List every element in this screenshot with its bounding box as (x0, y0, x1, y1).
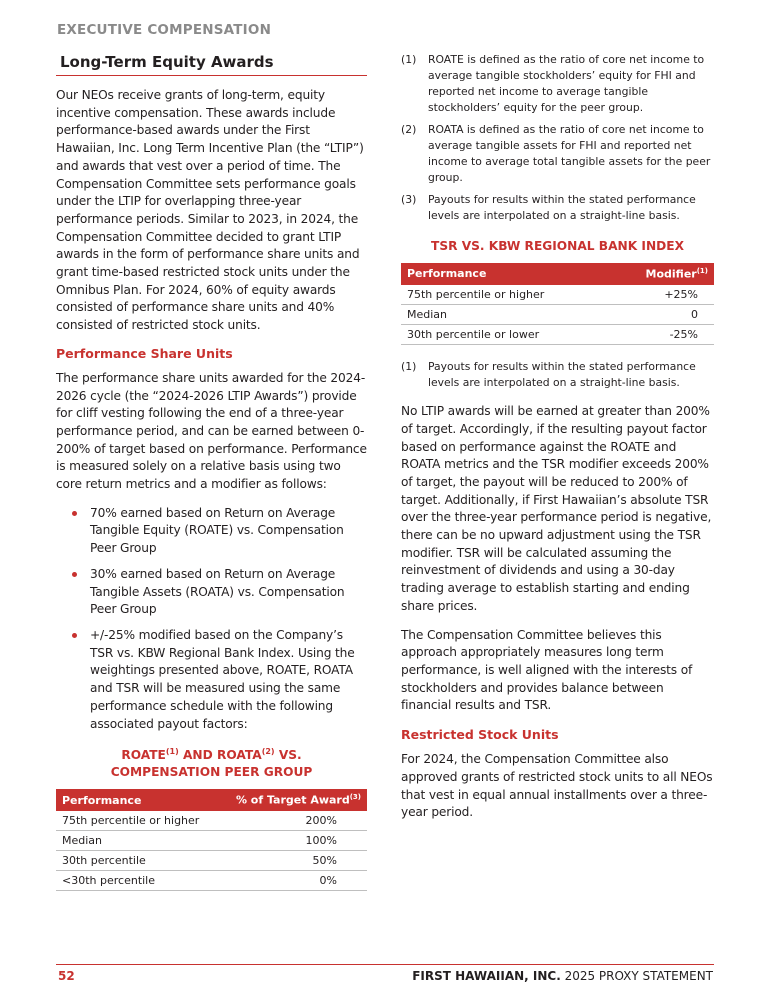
column-header-target-award: % of Target Award$^{(3)}$ (218, 789, 367, 811)
committee-paragraph: The Compensation Committee believes this approach appropriately measures long term performance, is well aligned with the interests of stockholders and provides balance between financial results and TSR. (401, 627, 693, 713)
footnote: (2) ROATA is defined as the ratio of core net income to average tangible assets for FHI and reported net income to average total tangible assets for the peer group. (401, 123, 711, 184)
bullet-item: 30% earned based on Return on Average Tangible Assets (ROATA) vs. Compensation Peer Group (84, 566, 367, 619)
footnote: (1) ROATE is defined as the ratio of core net income to average tangible stockholders’ equity for FHI and reported net income to average tangible stockholders’ equity for the peer group. (401, 53, 705, 114)
ltip-cap-paragraph: No LTIP awards will be earned at greater than 200% of target. Accordingly, if the resulting payout factor based on performance against the ROATE and ROATA metrics and the TSR modifier exceeds 200% of target, the payout will be reduced to 200% of target. Additionally, if First Hawaiian’s absolute TSR over the three-year performance period is negative, there can be no upward adjustment using the TSR modifier. TSR will be calculated assuming the reinvestment of dividends and using a 30-day trading average to establish starting and ending share prices. (401, 404, 712, 613)
table-header-row (56, 789, 367, 811)
right-column (401, 52, 714, 833)
metric-bullet-list (56, 505, 367, 733)
page-number: 52 (58, 969, 75, 983)
table-row: 75th percentile or higher 200% (56, 811, 367, 831)
table-row: 30th percentile or lower -25% (401, 325, 714, 345)
tsr-footnotes (401, 359, 714, 391)
tsr-table-title: TSR VS. KBW REGIONAL BANK INDEX (431, 239, 684, 253)
section-label: EXECUTIVE COMPENSATION (57, 22, 272, 38)
table-header-row (401, 263, 714, 285)
footer-document-title: FIRST HAWAIIAN, INC. 2025 PROXY STATEMENT (412, 969, 713, 983)
table-row: 30th percentile 50% (56, 851, 367, 871)
column-header-performance: Performance (401, 263, 610, 285)
bullet-item: 70% earned based on Return on Average Tangible Equity (ROATE) vs. Compensation Peer Group (84, 505, 367, 558)
roate-payout-table (56, 789, 367, 891)
roate-footnotes (401, 52, 714, 224)
table-row: 75th percentile or higher +25% (401, 285, 714, 305)
psu-heading: Performance Share Units (56, 345, 233, 361)
table-row: Median 100% (56, 831, 367, 851)
bullet-item: +/-25% modified based on the Company’s TSR vs. KBW Regional Bank Index. Using the weightings presented above, ROATE, ROATA and TSR will be measured using the same performance schedule with the following associated payout factors: (84, 627, 367, 733)
rsu-paragraph: For 2024, the Compensation Committee also approved grants of restricted stock units to all NEOs that vest in equal annual installments over a three-year period. (401, 752, 713, 820)
rsu-heading: Restricted Stock Units (401, 727, 559, 743)
section-heading: Long-Term Equity Awards (56, 52, 367, 76)
column-header-modifier: Modifier$^{(1)}$ (610, 263, 714, 285)
footer-divider (56, 964, 714, 965)
roate-table-title: ROATE$^{(1)}$ AND ROATA$^{(2)}$ VS. COMPENSATION PEER GROUP (110, 747, 313, 780)
column-header-performance: Performance (56, 789, 218, 811)
table-row: Median 0 (401, 305, 714, 325)
left-column (56, 52, 367, 891)
table-row: <30th percentile 0% (56, 871, 367, 891)
footnote: (1) Payouts for results within the stated performance levels are interpolated on a straight-line basis. (401, 360, 696, 390)
intro-paragraph: Our NEOs receive grants of long-term, equity incentive compensation. These awards include performance-based awards under the First Hawaiian, Inc. Long Term Incentive Plan (the “LTIP”) and awards that vest over a period of time. The Compensation Committee sets performance goals under the LTIP for overlapping three-year performance periods. Similar to 2023, in 2024, the Compensation Committee decided to grant LTIP awards in the form of performance share units and grant time-based restricted stock units under the Omnibus Plan. For 2024, 60% of equity awards consisted of performance share units and 40% consisted of restricted stock units. (56, 88, 364, 333)
psu-paragraph: The performance share units awarded for the 2024-2026 cycle (the “2024-2026 LTIP Awards”) provide for cliff vesting following the end of a three-year performance period, and can be earned between 0-200% of target based on performance. Performance is measured solely on a relative basis using two core return metrics and a modifier as follows: (56, 370, 367, 492)
footnote: (3) Payouts for results within the stated performance levels are interpolated on a straight-line basis. (401, 193, 696, 222)
tsr-modifier-table (401, 263, 714, 345)
